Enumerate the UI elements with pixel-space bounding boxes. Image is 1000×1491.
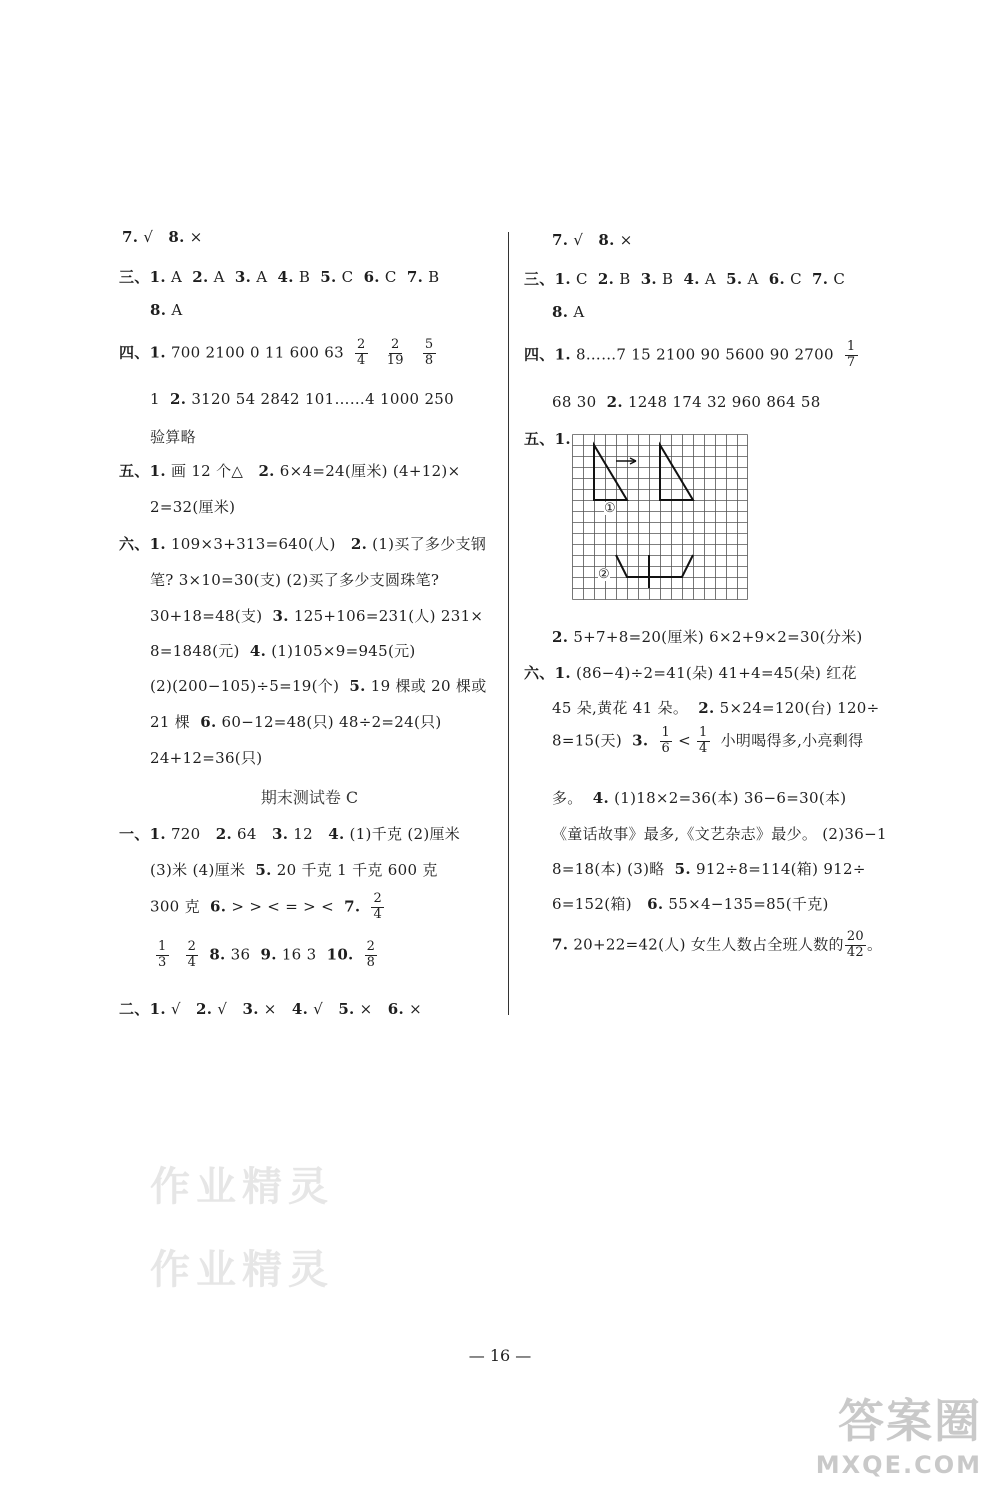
fraction: $\frac{1}{3}$ bbox=[158, 939, 167, 970]
answer-line: 300 克 6. > > < = > < 7. $\frac{2}{4}$ bbox=[150, 891, 383, 922]
answer-line: 验算略 bbox=[150, 428, 196, 446]
grid-label: ② bbox=[598, 567, 610, 582]
fraction: $\frac{2}{19}$ bbox=[386, 337, 404, 368]
grid-label: ① bbox=[604, 501, 616, 516]
answer-line: 8=18(本) (3)略 5. 912÷8=114(箱) 912÷ bbox=[552, 860, 866, 878]
answer-line: 7. √ 8. × bbox=[552, 231, 633, 249]
answer-line: 五、1. 画 12 个△ 2. 6×4=24(厘米) (4+12)× bbox=[119, 462, 461, 480]
answer-line: 68 30 2. 1248 174 32 960 864 58 bbox=[552, 393, 821, 411]
column-divider bbox=[508, 232, 509, 1015]
answer-line: 二、1. √ 2. √ 3. × 4. √ 5. × 6. × bbox=[119, 1000, 422, 1018]
answer-line: 30+18=48(支) 3. 125+106=231(人) 231× bbox=[150, 607, 484, 625]
logo-url: MXQE.COM bbox=[815, 1451, 982, 1479]
answer-line: 21 棵 6. 60−12=48(只) 48÷2=24(只) bbox=[150, 713, 442, 731]
triangle-translated bbox=[660, 445, 693, 500]
answer-line: $\frac{1}{3}$ $\frac{2}{4}$ 8. 36 9. 16 3 10. $\frac{2}{8}$ bbox=[158, 939, 376, 970]
fraction: $\frac{20}{42}$ bbox=[846, 929, 864, 960]
fraction: $\frac{2}{4}$ bbox=[373, 891, 383, 922]
logo-text: 答案圈 bbox=[838, 1394, 982, 1448]
answer-line: 2. 5+7+8=20(厘米) 6×2+9×2=30(分米) bbox=[552, 628, 863, 646]
answer-line: 7. √ 8. × bbox=[122, 228, 203, 246]
answer-line: 多。 4. (1)18×2=36(本) 36−6=30(本) bbox=[552, 789, 847, 807]
answer-line: (2)(200−105)÷5=19(个) 5. 19 棵或 20 棵或 bbox=[150, 677, 487, 695]
fraction: $\frac{2}{4}$ bbox=[357, 337, 366, 368]
site-logo bbox=[816, 1385, 982, 1479]
fraction: $\frac{2}{8}$ bbox=[366, 939, 376, 970]
fraction: $\frac{2}{4}$ bbox=[187, 939, 197, 970]
translation-grid bbox=[572, 434, 748, 604]
fraction: $\frac{5}{8}$ bbox=[424, 337, 434, 368]
answer-line: 一、1. 720 2. 64 3. 12 4. (1)千克 (2)厘米 bbox=[119, 825, 461, 843]
answer-line: 24+12=36(只) bbox=[150, 749, 263, 767]
answer-line: 《童话故事》最多,《文艺杂志》最少。 (2)36−1 bbox=[552, 825, 887, 843]
answer-line: 8. A bbox=[150, 301, 183, 319]
section-heading: 期末测试卷 C bbox=[260, 788, 359, 807]
fraction: $\frac{1}{4}$ bbox=[698, 725, 708, 756]
answer-line: 8=15(天) 3. $\frac{1}{6}$ < $\frac{1}{4}$ 小明喝得多,小亮剩得 bbox=[552, 725, 864, 756]
answer-line: 2=32(厘米) bbox=[150, 498, 236, 516]
answer-line: 五、1. bbox=[524, 430, 571, 448]
answer-line: (3)米 (4)厘米 5. 20 千克 1 千克 600 克 bbox=[150, 861, 438, 879]
answer-line: 六、1. (86−4)÷2=41(朵) 41+4=45(朵) 红花 bbox=[524, 664, 857, 682]
answer-line: 三、1. C 2. B 3. B 4. A 5. A 6. C 7. C bbox=[524, 270, 846, 288]
answer-line: 8=1848(元) 4. (1)105×9=945(元) bbox=[150, 642, 416, 660]
answer-line: 三、1. A 2. A 3. A 4. B 5. C 6. C 7. B bbox=[119, 268, 440, 286]
fraction: $\frac{1}{6}$ bbox=[661, 725, 671, 756]
answer-line: 6=152(箱) 6. 55×4−135=85(千克) bbox=[552, 895, 829, 913]
answer-line: 1 2. 3120 54 2842 101……4 1000 250 bbox=[150, 390, 454, 408]
watermark: 作业精灵 bbox=[150, 1247, 334, 1293]
answer-line: 8. A bbox=[552, 303, 585, 321]
answer-line: 7. 20+22=42(人) 女生人数占全班人数的 $\frac{20}{42}$ 。 bbox=[552, 929, 883, 960]
fraction: $\frac{1}{7}$ bbox=[846, 339, 856, 370]
triangle-original bbox=[594, 445, 627, 500]
watermark: 作业精灵 bbox=[150, 1164, 334, 1210]
answer-line: 45 朵,黄花 41 朵。 2. 5×24=120(台) 120÷ bbox=[552, 699, 880, 717]
page-number: — 16 — bbox=[468, 1346, 532, 1365]
answer-line: 四、1. 700 2100 0 11 600 63 $\frac{2}{4}$ $\frac{2}{19}$ $\frac{5}{8}$ bbox=[119, 337, 434, 368]
answer-line: 笔? 3×10=30(支) (2)买了多少支圆珠笔? bbox=[150, 571, 440, 589]
answer-line: 四、1. 8……7 15 2100 90 5600 90 2700 $\frac{1}{7}$ bbox=[524, 339, 856, 370]
answer-line: 六、1. 109×3+313=640(人) 2. (1)买了多少支钢 bbox=[119, 535, 487, 553]
